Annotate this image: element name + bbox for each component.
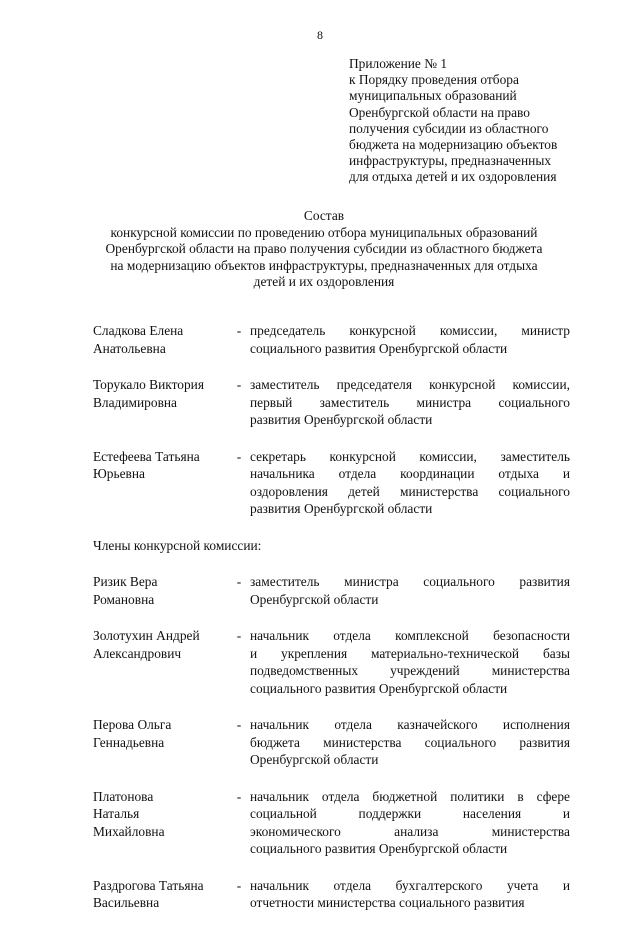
person-position (250, 376, 570, 429)
dash-separator: - (236, 448, 242, 464)
appendix-line: Оренбургской области на право (349, 104, 530, 120)
page-number: 8 (317, 28, 323, 42)
position-line: развития Оренбургской области (250, 501, 433, 516)
name-line: Естефеева Татьяна (93, 448, 200, 464)
person-name (93, 322, 228, 357)
dash-separator: - (236, 788, 242, 804)
members-list (93, 573, 573, 912)
person-position (250, 627, 570, 697)
leadership-list (93, 322, 573, 518)
dash-separator: - (236, 323, 242, 338)
position-line: социального развития Оренбургской области (250, 841, 508, 856)
position-line: социального развития Оренбургской области (250, 680, 508, 696)
position-line: социальной поддержки населения и (250, 806, 570, 821)
name-line: Торукало Виктория (93, 377, 204, 392)
dash-separator: - (236, 574, 242, 589)
appendix-line: для отдыха детей и их оздоровления (349, 169, 557, 185)
person-position (250, 448, 570, 518)
position-line: подведомственных учреждений министерства (250, 663, 570, 678)
position-line: социального развития Оренбургской области (250, 340, 508, 356)
appendix-header (349, 56, 599, 186)
position-line: бюджета министерства социального развития (250, 734, 570, 750)
list-item (93, 788, 573, 858)
person-name (93, 877, 228, 912)
name-line: Михайловна (93, 823, 165, 839)
appendix-line: бюджета на модернизацию объектов (349, 137, 558, 153)
person-name (93, 788, 228, 858)
name-line: Ризик Вера (93, 574, 158, 589)
person-name (93, 627, 228, 697)
dash-separator: - (236, 877, 242, 893)
title-line: на модернизацию объектов инфраструктуры, предназначенных для отдыха (110, 257, 538, 273)
position-line: первый заместитель министра социального (250, 394, 570, 410)
title-line: Оренбургской области на право получения субсидии из областного бюджета (105, 241, 543, 257)
name-line: Александрович (93, 645, 182, 661)
name-line: Сладкова Елена (93, 323, 184, 338)
name-line: Романовна (93, 591, 155, 607)
position-line: начальник отдела казначейского исполнения (250, 717, 570, 732)
person-position (250, 573, 570, 608)
position-line: заместитель председателя конкурсной комиссии, (250, 377, 570, 392)
members-label: Члены конкурсной комиссии: (93, 537, 262, 553)
list-item (93, 877, 573, 912)
position-line: отчетности министерства социального развития (250, 895, 525, 910)
person-name (93, 716, 228, 769)
title-heading: Состав (303, 208, 345, 223)
name-line: Золотухин Андрей (93, 628, 200, 643)
dash-separator: - (236, 717, 242, 732)
position-line: начальника отдела координации отдыха и (250, 466, 570, 481)
position-line: секретарь конкурсной комиссии, заместитель (250, 448, 570, 464)
title-lines (70, 225, 578, 291)
name-line: Перова Ольга (93, 717, 172, 732)
appendix-line: получения субсидии из областного (349, 120, 549, 136)
position-line: оздоровления детей министерства социального (250, 483, 570, 499)
appendix-line: к Порядку проведения отбора (349, 72, 519, 88)
appendix-line: Приложение № 1 (349, 56, 448, 71)
name-line: Наталья (93, 806, 140, 821)
position-line: Оренбургской области (250, 591, 379, 607)
appendix-line: инфраструктуры, предназначенных (349, 153, 552, 169)
list-item (93, 573, 573, 608)
position-line: начальник отдела бюджетной политики в сфере (250, 788, 570, 804)
title-line: конкурсной комиссии по проведению отбора муниципальных образований (110, 224, 538, 240)
name-line: Юрьевна (93, 466, 145, 481)
position-line: экономического анализа министерства (250, 823, 570, 839)
person-position (250, 877, 570, 912)
name-line: Геннадьевна (93, 734, 165, 750)
list-item (93, 716, 573, 769)
name-line: Платонова (93, 788, 154, 804)
name-line: Анатольевна (93, 340, 166, 356)
list-item (93, 376, 573, 429)
dash-separator: - (236, 377, 242, 392)
list-item (93, 322, 573, 357)
list-item (93, 448, 573, 518)
appendix-line: муниципальных образований (349, 88, 517, 104)
list-item (93, 627, 573, 697)
position-line: заместитель министра социального развития (250, 574, 570, 589)
person-position (250, 322, 570, 357)
position-line: начальник отдела бухгалтерского учета и (250, 877, 570, 893)
person-position (250, 788, 570, 858)
position-line: начальник отдела комплексной безопасности (250, 628, 570, 643)
position-line: Оренбургской области (250, 752, 379, 767)
dash-separator: - (236, 628, 242, 643)
title-line: детей и их оздоровления (253, 274, 395, 290)
person-name (93, 376, 228, 429)
person-name (93, 573, 228, 608)
document-title (70, 208, 578, 291)
position-line: председатель конкурсной комиссии, министр (250, 323, 570, 338)
person-position (250, 716, 570, 769)
name-line: Васильевна (93, 895, 160, 910)
person-name (93, 448, 228, 518)
name-line: Раздрогова Татьяна (93, 877, 204, 893)
name-line: Владимировна (93, 394, 177, 410)
position-line: и укрепления материально-технической базы (250, 645, 570, 661)
commission-list (93, 322, 573, 931)
position-line: развития Оренбургской области (250, 412, 433, 427)
